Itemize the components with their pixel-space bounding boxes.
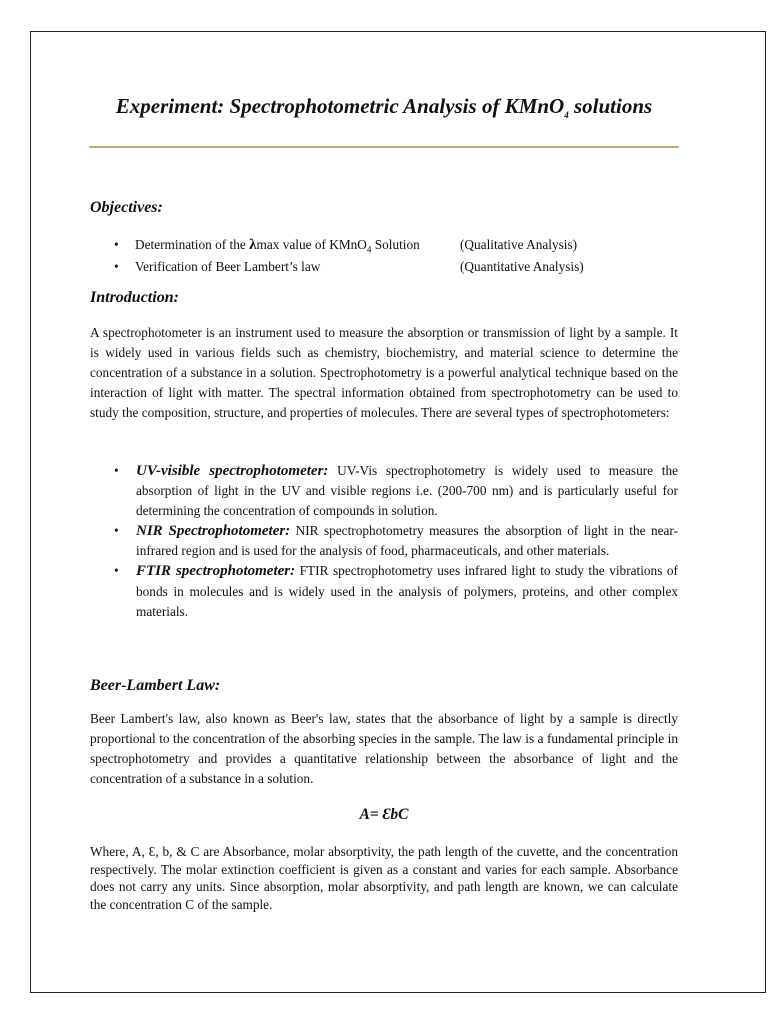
type-item bbox=[114, 521, 678, 561]
type-description: FTIR spectrophotometry uses infrared light to study the vibrations of bonds in molecules and is widely used in the analysis of polymers, proteins, and other complex materials. bbox=[136, 563, 678, 619]
objective-text: Determination of the λmax value of KMnO$_4$ Solution bbox=[135, 237, 420, 255]
objective-tag: (Qualitative Analysis) bbox=[460, 237, 578, 252]
bullet-icon: • bbox=[114, 523, 119, 539]
introduction-heading: Introduction: bbox=[90, 289, 179, 306]
bullet-icon: • bbox=[114, 259, 119, 274]
title-text: Experiment: Spectrophotometric Analysis of KMnO bbox=[115, 94, 565, 118]
page-title bbox=[0, 94, 768, 120]
beer-lambert-formula: A= ƐbC bbox=[359, 806, 409, 823]
lambda-symbol: λ bbox=[249, 237, 257, 253]
type-item bbox=[114, 561, 678, 621]
bullet-icon: • bbox=[114, 463, 119, 478]
type-description: NIR spectrophotometry measures the absorption of light in the near-infrared region and is used for the analysis of food, pharmaceuticals, and other materials. bbox=[136, 523, 678, 559]
type-description: UV-Vis spectrophotometry is widely used to measure the absorption of light in the UV and visible regions i.e. (200-700 nm) and is particularly useful for determining the concentration of compounds in solution. bbox=[136, 463, 678, 519]
type-item bbox=[114, 461, 678, 521]
title-subscript: 4 bbox=[564, 110, 569, 121]
title-suffix: solutions bbox=[568, 94, 653, 118]
objectives-heading: Objectives: bbox=[90, 199, 163, 216]
bullet-icon: • bbox=[114, 563, 119, 579]
title-divider bbox=[89, 146, 679, 148]
type-name: UV-visible spectrophotometer: bbox=[136, 463, 329, 479]
spectrophotometer-types-list bbox=[114, 461, 678, 622]
beer-lambert-paragraph: Beer Lambert's law, also known as Beer's law, states that the absorbance of light by a sample is directly proportional to the concentration of the absorbing species in the sample. The law is a fundamental principle in spectrophotometry and provides a quantitative relationship between the absorbance of light and the concentration of a substance in a solution. bbox=[90, 711, 678, 786]
beer-lambert-heading: Beer-Lambert Law: bbox=[90, 677, 221, 694]
introduction-paragraph: A spectrophotometer is an instrument used to measure the absorption or transmission of light by a sample. It is widely used in various fields such as chemistry, biochemistry, and material science to determine the concentration of a substance in a solution. Spectrophotometry is a powerful analytical technique based on the interaction of light with matter. The spectral information obtained from spectrophotometry can be used to study the composition, structure, and properties of molecules. There are several types of spectrophotometers: bbox=[90, 325, 678, 420]
type-name: NIR Spectrophotometer: bbox=[136, 523, 291, 540]
objective-text: Verification of Beer Lambert’s law bbox=[135, 259, 321, 274]
bullet-icon: • bbox=[114, 237, 119, 252]
formula-explanation: Where, A, Ɛ, b, & C are Absorbance, molar absorptivity, the path length of the cuvette, and the concentration respectively. The molar extinction coefficient is given as a constant and varies for each sample. Absorbance does not carry any units. Since absorption, molar absorptivity, and path length are known, we can calculate the concentration C of the sample. bbox=[90, 844, 678, 912]
objective-tag: (Quantitative Analysis) bbox=[460, 259, 584, 274]
type-name: FTIR spectrophotometer: bbox=[136, 563, 296, 580]
